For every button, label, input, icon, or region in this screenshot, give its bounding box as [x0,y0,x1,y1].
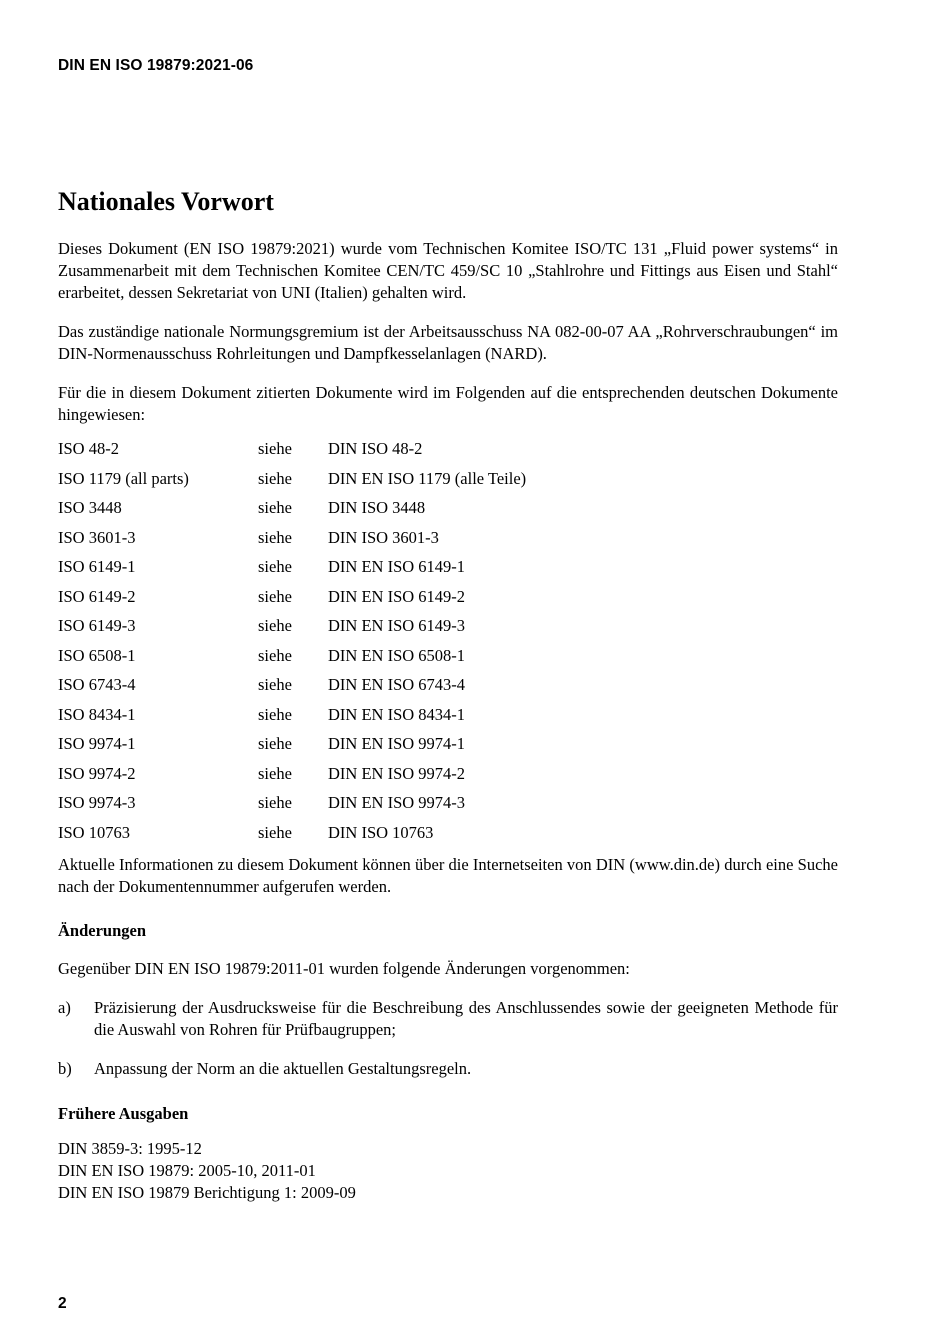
cell-iso-reference: ISO 3448 [58,498,122,518]
cell-link-word: siehe [258,704,292,724]
cell-din-reference: DIN ISO 10763 [328,822,434,842]
table-row [58,759,838,789]
cell-iso-reference: ISO 10763 [58,822,130,842]
list-item-text: Präzisierung der Ausdrucksweise für die Beschreibung des Anschlussendes sowie der geeigneten Methode für die Auswahl von Rohren für Prüfbaugruppen; [94,998,838,1040]
table-row [58,435,838,465]
cell-din-reference: DIN ISO 3601-3 [328,527,439,547]
cell-link-word: siehe [258,793,292,813]
cell-iso-reference: ISO 9974-2 [58,763,136,783]
table-row [58,612,838,642]
cell-din-reference: DIN ISO 3448 [328,498,426,518]
cell-din-reference: DIN EN ISO 8434-1 [328,704,466,724]
cell-iso-reference: ISO 9974-1 [58,734,136,754]
table-row [58,641,838,671]
cell-iso-reference: ISO 6149-2 [58,586,136,606]
table-row [58,582,838,612]
cell-link-word: siehe [258,675,292,695]
cell-link-word: siehe [258,527,292,547]
intro-paragraph-2: Das zuständige nationale Normungsgremium ist der Arbeitsausschuss NA 082-00-07 AA „Rohrverschraubungen“ im DIN-Normenausschuss Rohrleitungen und Dampfkesselanlagen (NARD). [58,321,838,363]
cell-din-reference: DIN EN ISO 6743-4 [328,675,466,695]
changes-heading: Änderungen [58,921,147,941]
intro-paragraph-1: Dieses Dokument (EN ISO 19879:2021) wurde vom Technischen Komitee ISO/TC 131 „Fluid power systems“ in Zusammenarbeit mit dem Technischen Komitee CEN/TC 459/SC 10 „Stahlrohre und Fittings aus Eisen und Stahl“ erarbeitet, dessen Sekretariat von UNI (Italien) gehalten wird. [58,239,838,302]
cell-link-word: siehe [258,498,292,518]
cell-link-word: siehe [258,822,292,842]
table-row [58,700,838,730]
earlier-editions-list [58,1138,838,1204]
earlier-edition-line: DIN 3859-3: 1995-12 [58,1139,202,1159]
list-item-marker: b) [58,1059,72,1079]
table-row [58,523,838,553]
page-number: 2 [58,1295,67,1312]
cell-din-reference: DIN EN ISO 1179 (alle Teile) [328,468,527,488]
table-row [58,464,838,494]
intro-paragraph-3: Für die in diesem Dokument zitierten Dokumente wird im Folgenden auf die entsprechenden deutschen Dokumente hingewiesen: [58,382,838,424]
list-item [58,1058,838,1080]
cell-iso-reference: ISO 3601-3 [58,527,136,547]
page-title: Nationales Vorwort [58,187,274,216]
cell-iso-reference: ISO 48-2 [58,439,119,459]
cell-din-reference: DIN EN ISO 6508-1 [328,645,466,665]
cell-din-reference: DIN EN ISO 6149-3 [328,616,466,636]
cell-din-reference: DIN ISO 48-2 [328,439,423,459]
cell-iso-reference: ISO 8434-1 [58,704,136,724]
table-row [58,671,838,701]
cell-din-reference: DIN EN ISO 9974-3 [328,793,466,813]
cell-link-word: siehe [258,557,292,577]
earlier-editions-heading: Frühere Ausgaben [58,1104,189,1124]
cell-link-word: siehe [258,439,292,459]
cell-link-word: siehe [258,645,292,665]
cell-iso-reference: ISO 1179 (all parts) [58,468,189,488]
list-item-marker: a) [58,998,71,1018]
cell-din-reference: DIN EN ISO 9974-1 [328,734,466,754]
cell-link-word: siehe [258,468,292,488]
page-content [58,0,838,1203]
earlier-edition-line: DIN EN ISO 19879 Berichtigung 1: 2009-09 [58,1183,356,1203]
cell-link-word: siehe [258,734,292,754]
earlier-edition-line: DIN EN ISO 19879: 2005-10, 2011-01 [58,1161,316,1181]
cell-din-reference: DIN EN ISO 6149-1 [328,557,466,577]
cell-iso-reference: ISO 9974-3 [58,793,136,813]
cell-link-word: siehe [258,586,292,606]
cell-link-word: siehe [258,616,292,636]
table-row [58,553,838,583]
changes-intro-paragraph: Gegenüber DIN EN ISO 19879:2011-01 wurden folgende Änderungen vorgenommen: [58,959,630,979]
list-item [58,997,838,1041]
cell-iso-reference: ISO 6743-4 [58,675,136,695]
cell-iso-reference: ISO 6149-1 [58,557,136,577]
document-header-standard-id: DIN EN ISO 19879:2021-06 [58,57,254,74]
cell-din-reference: DIN EN ISO 6149-2 [328,586,466,606]
table-row [58,818,838,848]
cell-iso-reference: ISO 6508-1 [58,645,136,665]
table-row [58,789,838,819]
cell-link-word: siehe [258,763,292,783]
main-body [58,238,838,1204]
iso-din-cross-reference-table [58,435,838,848]
list-item-text: Anpassung der Norm an die aktuellen Gestaltungsregeln. [94,1059,472,1079]
table-row [58,494,838,524]
table-row [58,730,838,760]
cell-iso-reference: ISO 6149-3 [58,616,136,636]
current-information-paragraph: Aktuelle Informationen zu diesem Dokument können über die Internetseiten von DIN (www.din.de) durch eine Suche nach der Dokumentennummer aufgerufen werden. [58,854,838,896]
cell-din-reference: DIN EN ISO 9974-2 [328,763,466,783]
